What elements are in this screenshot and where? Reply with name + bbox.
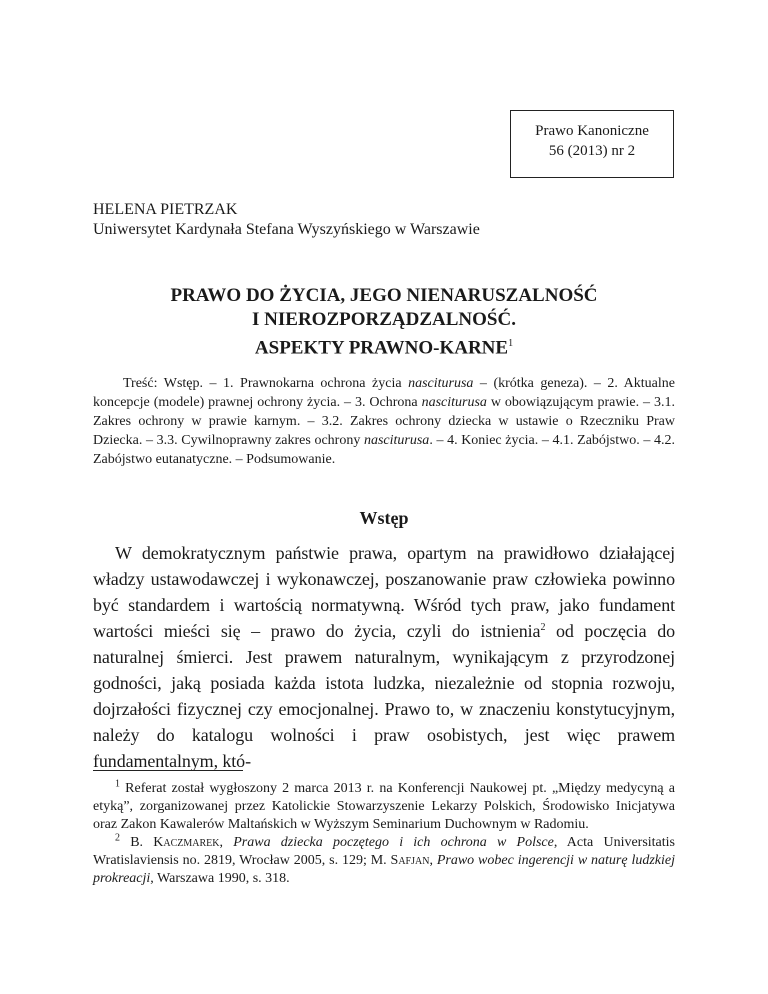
- section-heading: Wstęp: [359, 508, 409, 528]
- footnote-2: $^2$ B. Kaczmarek, Prawa dziecka poczętego i ich ochrona w Polsce, Acta Universitatis Wratislaviensis no. 2819, Wrocław 2005, s. 129; M. Safjan, Prawo wobec ingerencji w naturę ludzkiej prokreacji, Warszawa 1990, s. 318.: [93, 832, 676, 886]
- footnotes: [93, 780, 675, 888]
- footnote-1: $^1$ Referat został wygłoszony 2 marca 2013 r. na Konferencji Naukowej pt. „Między medycyną a etyką”, zorganizowanej przez Katolickie Stowarzyszenie Lekarzy Polskich, Środowisko Inicjatywa oraz Zakon Kawalerów Maltańskich w Wyższym Seminarium Duchownym w Radomiu.: [93, 778, 675, 832]
- title-footnote-mark[interactable]: 1: [508, 338, 514, 349]
- title-line-2: I NIEROZPORZĄDZALNOŚĆ.: [252, 309, 516, 330]
- title-line-1: PRAWO DO ŻYCIA, JEGO NIENARUSZALNOŚĆ: [170, 285, 598, 306]
- title-line-3: ASPEKTY PRAWNO-KARNE$^1$: [254, 337, 514, 359]
- footnote-ref-2[interactable]: 2: [540, 622, 546, 633]
- journal-issue: 56 (2013) nr 2: [548, 143, 636, 159]
- table-of-contents: Treść: Wstęp. – 1. Prawnokarna ochrona życia nasciturusa – (krótka geneza). – 2. Aktualne koncepcje (modele) prawnej ochrony życia. – 3. Ochrona nasciturusa w obowiązującym prawie. – 3.1. Zakres ochrony w prawie karnym. – 3.2. Zakres ochrony dziecka w ustawie o Rzeczniku Praw Dziecka. – 3.3. Cywilnoprawny zakres ochrony nasciturusa. – 4. Koniec życia. – 4.1. Zabójstwo. – 4.2. Zabójstwo eutanatyczne. – Podsumowanie.: [93, 376, 676, 467]
- footnote-divider: [93, 770, 243, 771]
- journal-name: Prawo Kanoniczne: [535, 123, 649, 139]
- author-affiliation: Uniwersytet Kardynała Stefana Wyszyńskiego w Warszawie: [93, 221, 480, 238]
- journal-info-box: [510, 110, 674, 178]
- author-block: [93, 200, 480, 240]
- body-paragraph: W demokratycznym państwie prawa, opartym na prawidłowo działającej władzy ustawodawczej i wykonawczej, poszanowanie praw człowieka powinno być standardem i wartością normatywną. Wśród tych praw, jako fundament wartości mieści się – prawo do życia, czyli do istnienia$^2$ od poczęcia do naturalnej śmierci. Jest prawem naturalnym, wynikającym z przyrodzonej godności, jaką posiada każda istota ludzka, niezależnie od stopnia rozwoju, dojrzałości fizycznej czy emocjonalnej. Prawo to, w znaczeniu konstytucyjnym, należy do katalogu wolności i praw osobistych, jest więc prawem fundamentalnym, któ-: [93, 543, 676, 771]
- article-title: [93, 284, 675, 360]
- author-name: HELENA PIETRZAK: [93, 201, 238, 218]
